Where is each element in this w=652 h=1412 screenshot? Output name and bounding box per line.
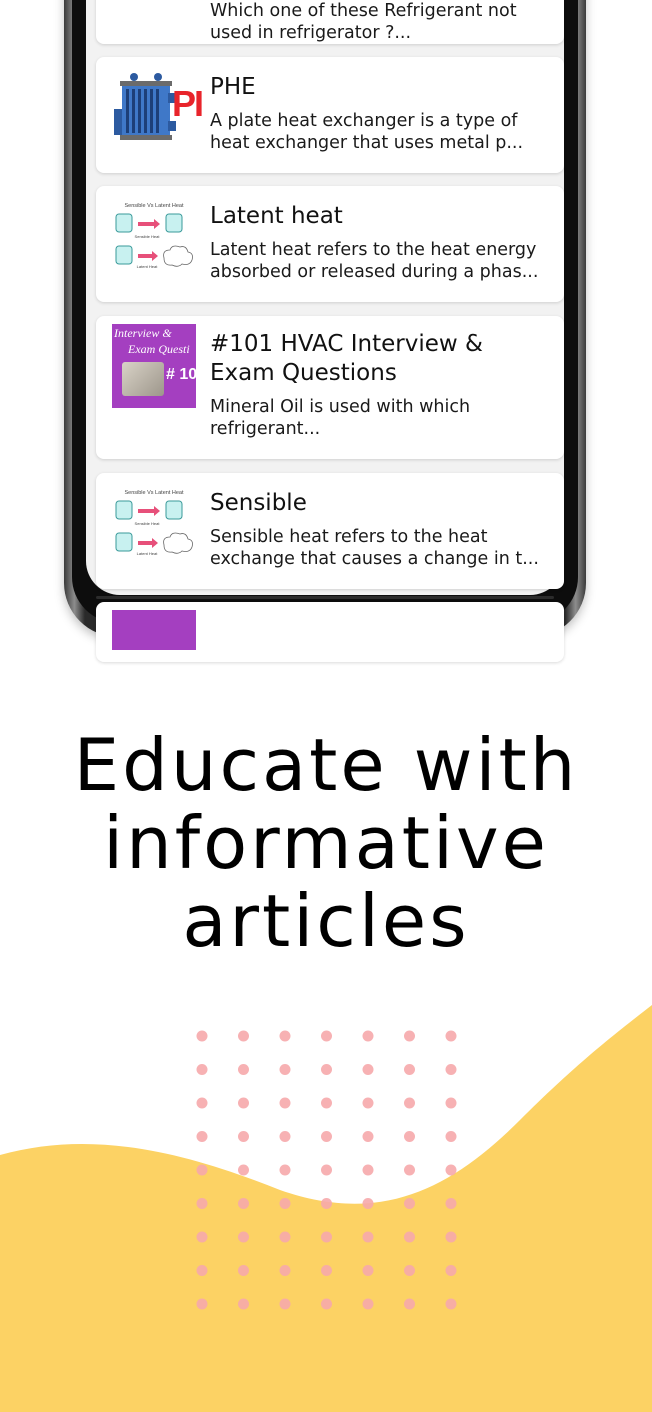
decorative-dot [197,1131,208,1142]
decorative-dot [446,1198,457,1209]
decorative-dot [446,1299,457,1310]
thumbnail-text-line-2: Exam Questi [128,342,190,356]
decorative-dot [321,1031,332,1042]
phone-screen [86,0,564,595]
decorative-dot [321,1198,332,1209]
decorative-dot [404,1232,415,1243]
article-card[interactable] [96,186,564,302]
decorative-dot [363,1165,374,1176]
decorative-dot [404,1098,415,1109]
decorative-dot [321,1232,332,1243]
decorative-dot [197,1232,208,1243]
article-thumbnail-partial [112,610,196,650]
decorative-dot [363,1265,374,1276]
article-card[interactable] [96,57,564,173]
article-card[interactable] [96,0,564,44]
decorative-dot [446,1265,457,1276]
sensible-vs-latent-heat-diagram-icon [112,200,196,284]
decorative-dot [363,1031,374,1042]
decorative-dot [238,1198,249,1209]
decorative-dot [404,1131,415,1142]
decorative-dot [280,1098,291,1109]
article-title: PHE [210,74,256,100]
decorative-dot [238,1299,249,1310]
phone-mockup [64,0,586,637]
article-thumbnail-sensible [112,487,196,571]
decorative-dot [321,1165,332,1176]
decorative-dot [238,1265,249,1276]
decorative-dot [363,1299,374,1310]
headline-line-1: Educate with [73,723,579,807]
decorative-dot [404,1198,415,1209]
latent-label: Latent Heat [136,264,158,269]
decorative-dot [197,1265,208,1276]
thumbnail-label: PI [172,83,203,124]
phone-bezel [72,0,578,623]
decorative-dot [280,1198,291,1209]
decorative-dot [446,1232,457,1243]
decorative-dot [446,1031,457,1042]
article-thumbnail-phe [112,71,203,155]
decorative-dot [280,1265,291,1276]
article-thumbnail-hvac-interview [112,324,196,408]
decorative-dot [238,1131,249,1142]
decorative-dot [197,1165,208,1176]
article-description: Sensible heat refers to the heat exchange that causes a change in t... [210,527,539,569]
decorative-dot [280,1232,291,1243]
article-description: A plate heat exchanger is a type of heat exchanger that uses metal p... [210,111,524,153]
article-description: Mineral Oil is used with which refrigerant... [210,397,471,439]
decorative-dot [238,1031,249,1042]
decorative-dot [321,1064,332,1075]
thumbnail-text-line-1: Interview & [114,326,172,340]
decorative-dot [446,1165,457,1176]
headline [0,723,652,963]
decorative-dot [197,1064,208,1075]
decorative-dot [363,1098,374,1109]
article-title: Latent heat [210,203,343,229]
decorative-dot [280,1165,291,1176]
decorative-dot [363,1064,374,1075]
decorative-dot [404,1299,415,1310]
thumbnail-caption: Sensible Vs Latent Heat [124,203,184,209]
decorative-dot [363,1232,374,1243]
decorative-dot [404,1165,415,1176]
decorative-dot [446,1098,457,1109]
article-title: Sensible [210,490,307,516]
article-card[interactable] [96,316,564,459]
decorative-dot [363,1131,374,1142]
sensible-label: Sensible Heat [134,521,160,526]
thumbnail-number: # 10 [166,366,198,383]
decorative-dot [321,1299,332,1310]
decorative-dot [321,1098,332,1109]
latent-label: Latent Heat [136,551,158,556]
decorative-dot [404,1265,415,1276]
article-description: Latent heat refers to the heat energy absorbed or released during a phas... [210,240,539,282]
phone-bottom-edge [96,596,554,599]
decorative-dot [321,1131,332,1142]
decorative-dot [280,1131,291,1142]
decorative-dot [321,1265,332,1276]
sensible-label: Sensible Heat [134,234,160,239]
decorative-dot [238,1232,249,1243]
decorative-dot [238,1098,249,1109]
decorative-dot [197,1098,208,1109]
headline-line-2: informative [103,801,549,885]
decorative-dot [197,1031,208,1042]
decorative-dot [363,1198,374,1209]
article-title: #101 HVAC Interview & Exam Questions [210,331,483,386]
article-card[interactable] [96,473,564,589]
decorative-dot [280,1299,291,1310]
decorative-dot [197,1198,208,1209]
decorative-dot [197,1299,208,1310]
thumbnail-caption: Sensible Vs Latent Heat [124,490,184,496]
decorative-dot [280,1064,291,1075]
sensible-vs-latent-heat-diagram-icon [112,487,196,571]
equipment-image [122,362,164,396]
decorative-dot [280,1031,291,1042]
decorative-dot [446,1131,457,1142]
headline-line-3: articles [182,879,470,963]
decorative-dot [404,1031,415,1042]
article-thumbnail-latent-heat [112,200,196,284]
article-card[interactable] [96,602,564,662]
article-description: Which one of these Refrigerant not used in refrigerator ?... [210,1,517,43]
decorative-dot [404,1064,415,1075]
decorative-dot [238,1165,249,1176]
decorative-dot [446,1064,457,1075]
decorative-dot [238,1064,249,1075]
